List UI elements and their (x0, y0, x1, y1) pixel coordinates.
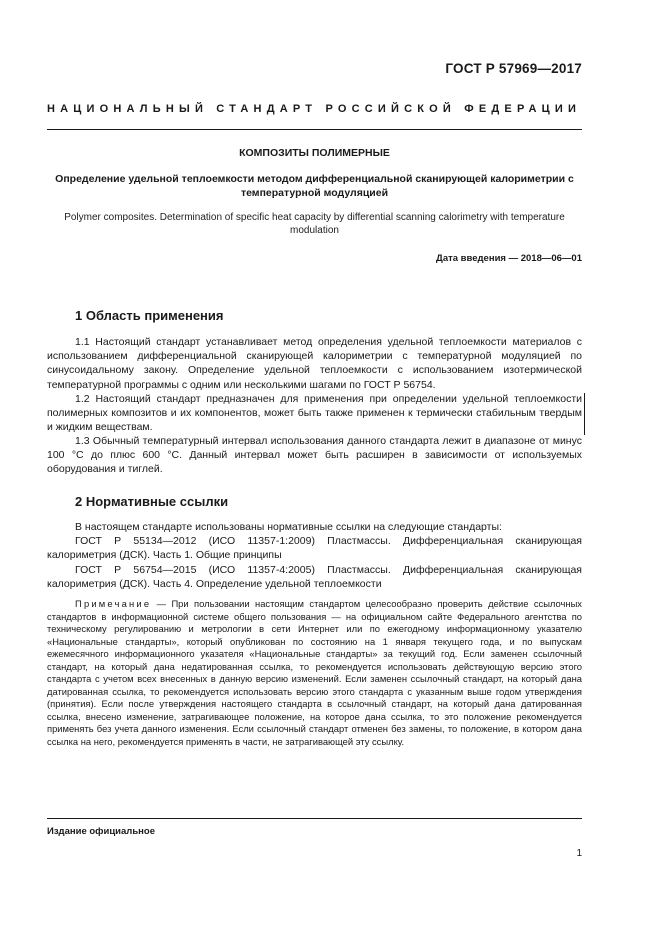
reference-item-1-text: ГОСТ Р 55134—2012 (ИСО 11357-1:2009) Пластмассы. Дифференциальная сканирующая калориметрия (ДСК). Часть 1. Общие принципы (47, 535, 582, 562)
section-2-heading: 2 Нормативные ссылки (75, 494, 229, 509)
paragraph-1-1-text: 1.1 Настоящий стандарт устанавливает метод определения удельной теплоемкости материалов с использованием дифференциальной сканирующей калориметрии с температурной модуляцией по синусоидальному закону. Определение удельной теплоемкости с использованием изотермической температурной программы с одним или несколькими шагами по ГОСТ Р 56754. (47, 336, 582, 391)
introduction-date: Дата введения — 2018—06—01 (436, 253, 582, 264)
reference-item-2-text: ГОСТ Р 56754—2015 (ИСО 11357-4:2005) Пластмассы. Дифференциальная сканирующая калориметрия (ДСК). Часть 4. Определение удельной теплоемкости (47, 564, 582, 591)
references-note (47, 598, 582, 748)
paragraph-1-2-text: 1.2 Настоящий стандарт предназначен для применения при определении удельной теплоемкости полимерных композитов и их компонентов, может быть также применен к термически стабильным твердым и жидким веществам. (47, 393, 582, 434)
change-marker-line (584, 393, 585, 435)
official-edition-label: Издание официальное (47, 826, 155, 837)
document-title-english: Polymer composites. Determination of specific heat capacity by differential scanning calorimetry with temperature modulation (64, 212, 565, 236)
paragraph-1-3-text: 1.3 Обычный температурный интервал использования данного стандарта лежит в диапазоне от минус 100 °С до плюс 600 °С. Данный интервал может быть расширен в зависимости от используемых оборудования и тиглей. (47, 435, 582, 476)
national-standard-banner: НАЦИОНАЛЬНЫЙ СТАНДАРТ РОССИЙСКОЙ ФЕДЕРАЦИИ (47, 103, 582, 130)
document-subtitle: Определение удельной теплоемкости методом дифференциальной сканирующей калориметрии с температурной модуляцией (55, 173, 574, 199)
page-number: 1 (576, 848, 582, 859)
paragraph-1-3 (47, 434, 582, 477)
paragraph-1-2 (47, 392, 582, 435)
reference-item-2 (47, 563, 582, 591)
footer-divider (47, 818, 582, 819)
paragraph-1-1 (47, 335, 582, 392)
document-number: ГОСТ Р 57969—2017 (445, 61, 582, 76)
references-intro-text: В настоящем стандарте использованы нормативные ссылки на следующие стандарты: (75, 521, 502, 533)
section-1-heading: 1 Область применения (75, 308, 224, 323)
note-label: Примечание (75, 598, 152, 609)
document-title: КОМПОЗИТЫ ПОЛИМЕРНЫЕ (239, 147, 390, 159)
references-intro (47, 520, 582, 534)
note-text: — При пользовании настоящим стандартом целесообразно проверить действие ссылочных стандартов в информационной системе общего пользования — на официальном сайте Федерального агентства по техническому регулированию и метрологии в сети Интернет или по ежегодному информационному указателю «Национальные стандарты», который опубликован по состоянию на 1 января текущего года, и по выпускам ежемесячного информационного указателя «Национальные стандарты» за текущий год. Если заменен ссылочный стандарт, на который дана недатированная ссылка, то рекомендуется использовать действующую версию этого стандарта с учетом всех внесенных в данную версию изменений. Если заменен ссылочный стандарт, на который дана датированная ссылка, то рекомендуется использовать версию этого стандарта с указанным выше годом утверждения (принятия). Если после утверждения настоящего стандарта в ссылочный стандарт, на который дана датированная ссылка, внесено изменение, затрагивающее положение, на которое дана ссылка, то это положение рекомендуется применять без учета данного изменения. Если ссылочный стандарт отменен без замены, то положение, в котором дана ссылка на него, рекомендуется применять в части, не затрагивающей эту ссылку. (47, 598, 582, 747)
reference-item-1 (47, 534, 582, 562)
